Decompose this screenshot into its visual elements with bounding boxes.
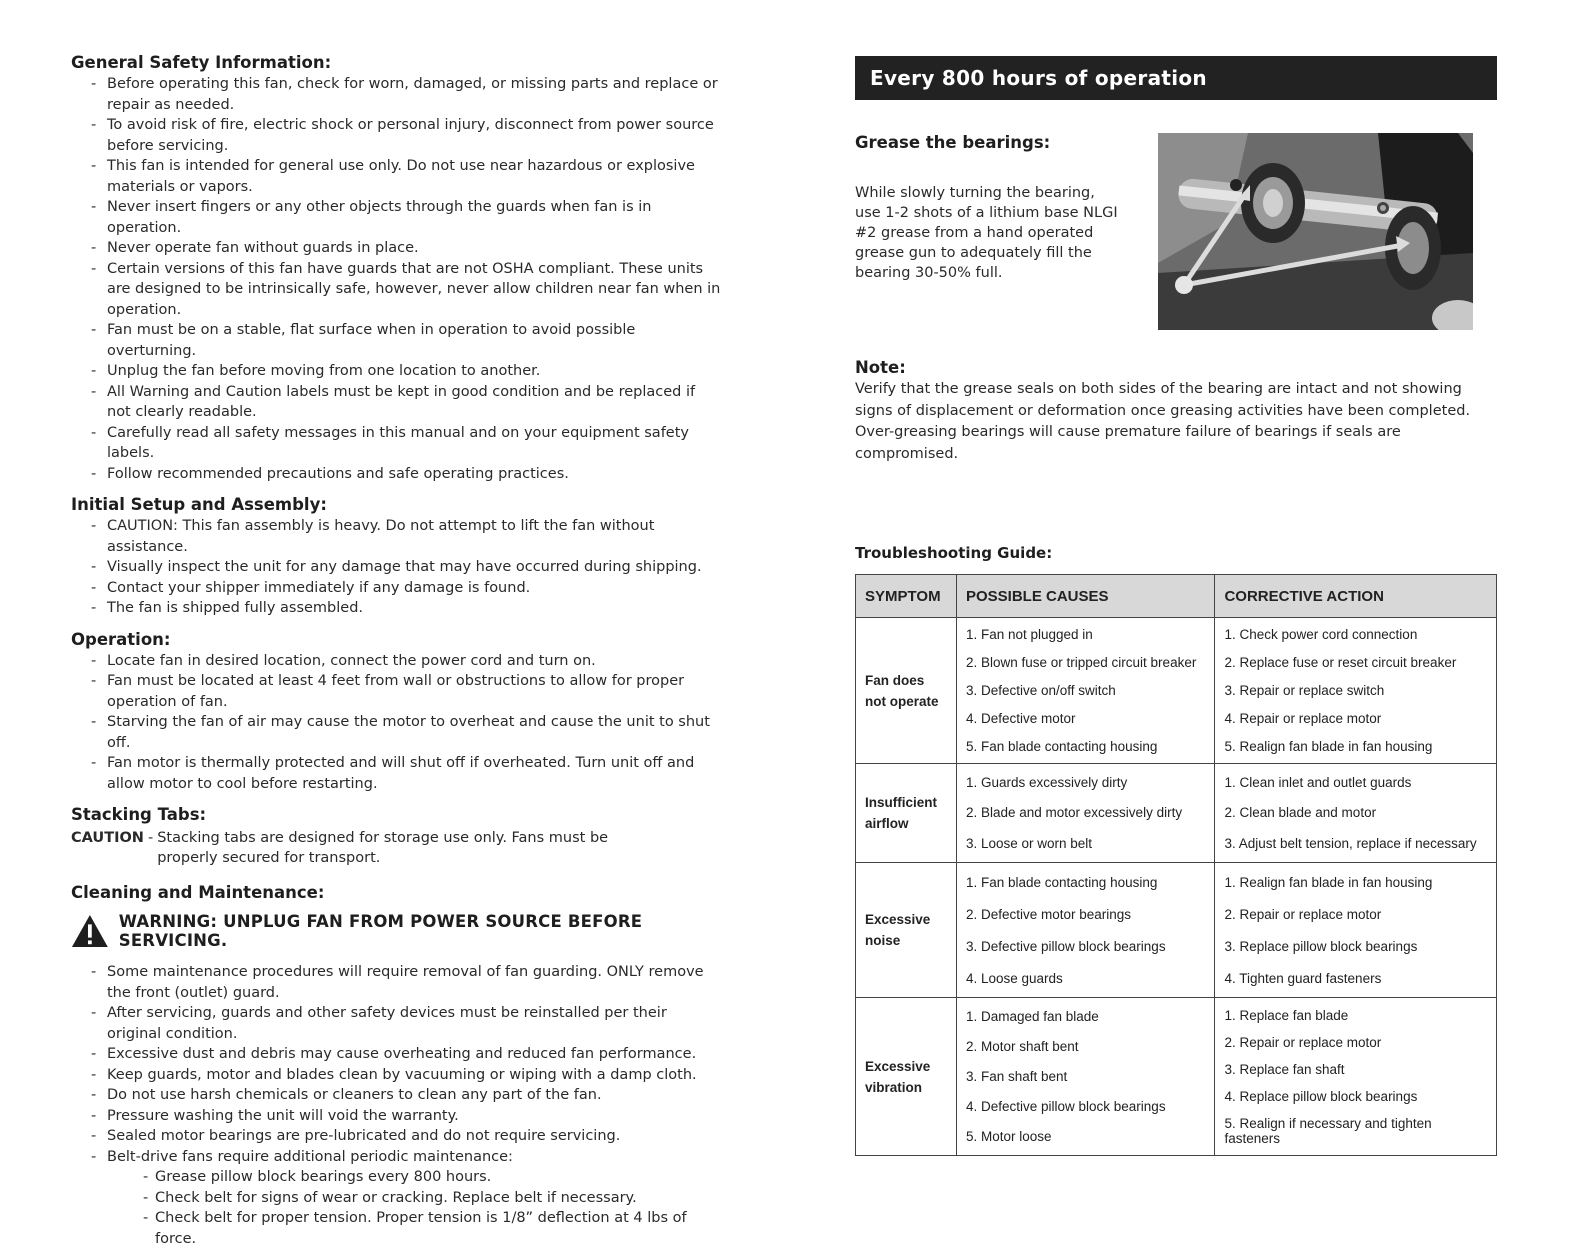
cause-item: 1. Fan blade contacting housing (965, 874, 1158, 890)
list-item: - Grease pillow block bearings every 800 hours. (71, 1167, 721, 1188)
cause-item: 1. Guards excessively dirty (965, 774, 1128, 790)
symptom-cell (856, 764, 957, 863)
cause-item: 4. Defective pillow block bearings (965, 1099, 1166, 1114)
caution-text: Stacking tabs are designed for storage use only. Fans must be properly secured for transport. (157, 830, 609, 866)
cause-item: 4. Defective motor (965, 711, 1076, 726)
action-item: 1. Replace fan blade (1224, 1007, 1349, 1023)
action-item: 2. Replace fuse or reset circuit breaker (1224, 655, 1457, 670)
action-item: 4. Tighten guard fasteners (1224, 970, 1382, 986)
list-item: - Visually inspect the unit for any damage that may have occurred during shipping. (71, 557, 721, 578)
action-item: 3. Replace pillow block bearings (1224, 938, 1418, 954)
list-item: - Check belt for signs of wear or cracking. Replace belt if necessary. (71, 1188, 721, 1209)
action-item: 5. Realign fan blade in fan housing (1224, 739, 1433, 754)
action-item: 2. Repair or replace motor (1224, 1034, 1382, 1050)
list-item: - Sealed motor bearings are pre-lubricated and do not require servicing. (71, 1126, 721, 1147)
symptom-line: vibration (865, 1079, 923, 1095)
list-item: - Never operate fan without guards in place. (71, 238, 721, 259)
cause-item: 3. Fan shaft bent (965, 1069, 1068, 1084)
table-row (856, 998, 1497, 1156)
list-item: - Follow recommended precautions and safe operating practices. (71, 464, 721, 485)
list-item: - Fan must be on a stable, flat surface when in operation to avoid possible overturning. (71, 320, 721, 361)
list-item: - Keep guards, motor and blades clean by vacuuming or wiping with a damp cloth. (71, 1065, 721, 1086)
cause-item: 2. Blown fuse or tripped circuit breaker (965, 655, 1197, 670)
stacking-caution: CAUTION - Stacking tabs are designed for storage use only. Fans must be properly secured for transport. (71, 828, 721, 868)
grease-heading: Grease the bearings: (855, 133, 1051, 152)
action-item: 3. Adjust belt tension, replace if necessary (1224, 836, 1477, 852)
causes-cell (956, 863, 1215, 998)
table-header-row (856, 575, 1497, 618)
right-column (855, 56, 1497, 1156)
symptom-line: Insufficient (865, 795, 938, 810)
list-item: - Never insert fingers or any other objects through the guards when fan is in operation. (71, 197, 721, 238)
list-item: - Contact your shipper immediately if any damage is found. (71, 578, 721, 599)
maintenance-banner: Every 800 hours of operation (855, 56, 1497, 100)
list-item: - CAUTION: This fan assembly is heavy. Do not attempt to lift the fan without assistance. (71, 516, 721, 557)
list-item: - Check belt for proper tension. Proper tension is 1/8” deflection at 4 lbs of force. (71, 1208, 721, 1249)
list-item: - Fan must be located at least 4 feet from wall or obstructions to allow for proper operation of fan. (71, 671, 721, 712)
left-column (71, 52, 721, 1249)
header-symptom: SYMPTOM (856, 575, 957, 618)
cause-item: 2. Motor shaft bent (965, 1039, 1079, 1054)
symptom-line: airflow (865, 816, 909, 831)
action-item: 4. Repair or replace motor (1224, 711, 1382, 726)
symptom-line: Excessive (865, 1058, 931, 1074)
causes-cell (956, 618, 1215, 764)
list-item: - After servicing, guards and other safety devices must be reinstalled per their original condition. (71, 1003, 721, 1044)
operation-heading: Operation: (71, 629, 171, 649)
setup-list (71, 516, 721, 619)
cause-item: 3. Defective on/off switch (965, 683, 1116, 698)
action-item: 2. Clean blade and motor (1224, 805, 1377, 821)
table-row (856, 863, 1497, 998)
cleaning-list (71, 962, 721, 1167)
troubleshooting-table (855, 574, 1497, 1156)
list-item: - Some maintenance procedures will require removal of fan guarding. ONLY remove the front (outlet) guard. (71, 962, 721, 1003)
list-item: - Excessive dust and debris may cause overheating and reduced fan performance. (71, 1044, 721, 1065)
warning-text: WARNING: UNPLUG FAN FROM POWER SOURCE BEFORE SERVICING. (118, 912, 643, 950)
symptom-line: Fan does (865, 672, 925, 688)
note-text: Verify that the grease seals on both sides of the bearing are intact and not showing signs of displacement or deformation once greasing activities have been completed. Over-greasing bearings will cause premature failure of bearings if seals are compromised. (855, 381, 1471, 462)
action-item: 2. Repair or replace motor (1224, 906, 1382, 922)
list-item: - Pressure washing the unit will void the warranty. (71, 1106, 721, 1127)
action-item: 3. Repair or replace switch (1224, 683, 1385, 698)
stacking-heading: Stacking Tabs: (71, 805, 207, 824)
actions-cell (1215, 863, 1497, 998)
action-item: 5. Realign if necessary and tighten fasteners (1224, 1115, 1432, 1146)
warning-triangle-icon (71, 913, 109, 949)
cause-item: 1. Damaged fan blade (965, 1009, 1099, 1024)
symptom-cell (856, 863, 957, 998)
cause-item: 3. Loose or worn belt (965, 836, 1093, 852)
operation-list (71, 651, 721, 795)
symptom-line: noise (865, 933, 901, 948)
general-safety-list (71, 74, 721, 484)
list-item: - Locate fan in desired location, connect the power cord and turn on. (71, 651, 721, 672)
cleaning-sub-list (71, 1167, 721, 1249)
warning-banner (71, 912, 721, 950)
causes-cell (956, 998, 1215, 1156)
cause-item: 5. Fan blade contacting housing (965, 739, 1158, 754)
cleaning-heading: Cleaning and Maintenance: (71, 883, 325, 902)
table-row (856, 618, 1497, 764)
grease-instructions: While slowly turning the bearing, use 1-2 shots of a lithium base NLGI #2 grease from a hand operated grease gun to adequately fill the bearing 30-50% full. (855, 185, 1118, 281)
actions-cell (1215, 618, 1497, 764)
action-item: 1. Realign fan blade in fan housing (1224, 874, 1433, 890)
list-item: - Carefully read all safety messages in this manual and on your equipment safety labels. (71, 423, 721, 464)
action-item: 4. Replace pillow block bearings (1224, 1088, 1418, 1104)
cause-item: 3. Defective pillow block bearings (965, 938, 1166, 954)
table-row (856, 764, 1497, 863)
list-item: - The fan is shipped fully assembled. (71, 598, 721, 619)
causes-cell (956, 764, 1215, 863)
list-item: - All Warning and Caution labels must be kept in good condition and be replaced if not clearly readable. (71, 382, 721, 423)
symptom-cell (856, 998, 957, 1156)
cause-item: 2. Defective motor bearings (965, 906, 1132, 922)
actions-cell (1215, 998, 1497, 1156)
cause-item: 2. Blade and motor excessively dirty (965, 805, 1183, 821)
note-heading: Note: (855, 358, 906, 377)
header-possible-causes: POSSIBLE CAUSES (956, 575, 1215, 618)
cause-item: 4. Loose guards (965, 970, 1063, 986)
symptom-cell (856, 618, 957, 764)
cause-item: 5. Motor loose (965, 1129, 1052, 1144)
action-item: 1. Clean inlet and outlet guards (1224, 774, 1412, 790)
bearing-photo (1158, 133, 1473, 330)
list-item: - Before operating this fan, check for worn, damaged, or missing parts and replace or repair as needed. (71, 74, 721, 115)
symptom-line: Excessive (865, 912, 931, 927)
list-item: - Starving the fan of air may cause the motor to overheat and cause the unit to shut off. (71, 712, 721, 753)
list-item: - Fan motor is thermally protected and will shut off if overheated. Turn unit off and allow motor to cool before restarting. (71, 753, 721, 794)
list-item: - Certain versions of this fan have guards that are not OSHA compliant. These units are designed to be intrinsically safe, however, never allow children near fan when in operation. (71, 259, 721, 321)
list-item: - Belt-drive fans require additional periodic maintenance: (71, 1147, 721, 1168)
action-item: 1. Check power cord connection (1224, 627, 1418, 642)
general-safety-heading: General Safety Information: (71, 53, 332, 72)
list-item: - Unplug the fan before moving from one location to another. (71, 361, 721, 382)
caution-label: CAUTION (71, 830, 144, 846)
actions-cell (1215, 764, 1497, 863)
symptom-line: not operate (865, 693, 939, 709)
cause-item: 1. Fan not plugged in (965, 627, 1093, 642)
list-item: - This fan is intended for general use only. Do not use near hazardous or explosive materials or vapors. (71, 156, 721, 197)
grease-section (855, 133, 1497, 348)
header-corrective-action: CORRECTIVE ACTION (1215, 575, 1497, 618)
list-item: - To avoid risk of fire, electric shock or personal injury, disconnect from power source before servicing. (71, 115, 721, 156)
setup-heading: Initial Setup and Assembly: (71, 495, 327, 514)
list-item: - Do not use harsh chemicals or cleaners to clean any part of the fan. (71, 1085, 721, 1106)
troubleshooting-heading: Troubleshooting Guide: (855, 544, 1053, 562)
action-item: 3. Replace fan shaft (1224, 1061, 1345, 1077)
